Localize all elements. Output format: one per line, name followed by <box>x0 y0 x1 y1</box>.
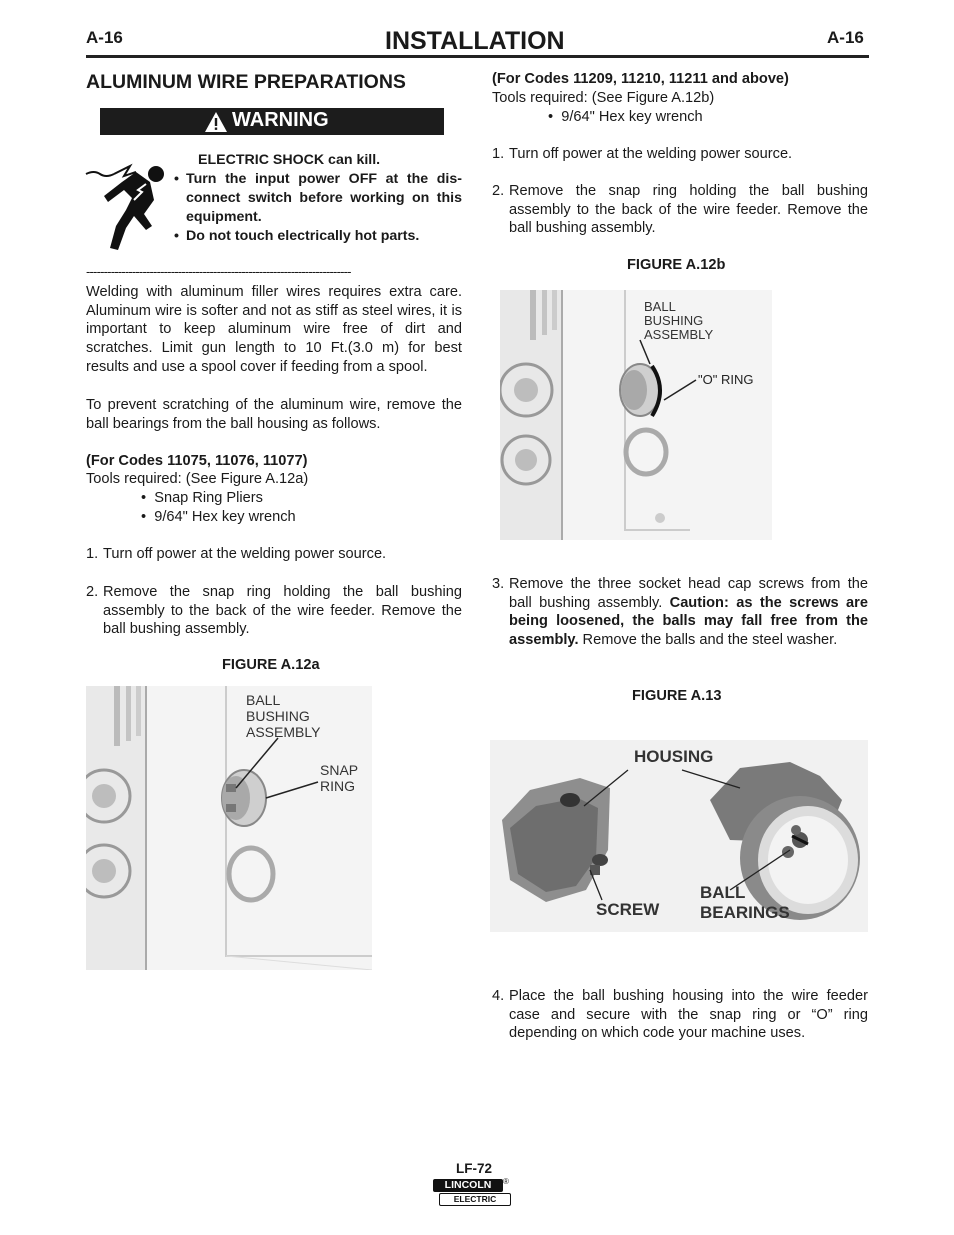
page-number-left: A-16 <box>86 28 123 47</box>
figure-a12a-caption: FIGURE A.12a <box>222 657 320 673</box>
step-number: 1. <box>492 146 505 162</box>
lincoln-electric-logo <box>433 1179 511 1206</box>
fig-label-ring: RING <box>320 778 355 794</box>
step-text: Turn off power at the welding power source. <box>509 146 793 162</box>
warning-bullet-1: • Turn the input power OFF at the dis-connect switch before working on this equipment. <box>174 171 462 225</box>
section-title: ALUMINUM WIRE PREPARATIONS <box>86 71 406 93</box>
step-text: Place the ball bushing housing into the wire feeder case and secure with the snap ring or “O” ring depending on which code your machine uses. <box>509 988 868 1042</box>
step-number: 1. <box>86 546 99 562</box>
step-4 <box>492 987 868 1043</box>
intro-paragraph-2: To prevent scratching of the aluminum wire, remove the ball bearings from the ball housing as follows. <box>86 397 462 432</box>
warning-heading: ELECTRIC SHOCK can kill. <box>198 152 381 168</box>
warning-triangle-icon <box>204 111 228 133</box>
codes-a-step-2 <box>86 583 462 639</box>
codes-b-tools: Tools required: (See Figure A.12b) <box>492 90 715 106</box>
step-text: Remove the snap ring holding the ball bushing assembly to the back of the wire feeder. Remove the ball bushing assembly. <box>103 584 462 638</box>
figure-a12b <box>500 290 772 540</box>
logo-top: LINCOLN <box>433 1179 503 1192</box>
step-text: Turn off power at the welding power source. <box>103 546 387 562</box>
figure-a12b-caption: FIGURE A.12b <box>627 257 726 273</box>
codes-a-heading: (For Codes 11075, 11076, 11077) <box>86 453 308 469</box>
electric-shock-icon <box>84 160 176 252</box>
warning-label: WARNING <box>232 109 329 131</box>
logo-bottom: ELECTRIC <box>439 1193 511 1206</box>
step-text: Remove the snap ring holding the ball bushing assembly to the back of the wire feeder. Remove the ball bushing assembly. <box>509 183 868 237</box>
step-3 <box>492 575 868 650</box>
fig-label-assembly: ASSEMBLY <box>246 724 321 740</box>
codes-b-heading: (For Codes 11209, 11210, 11211 and above) <box>492 71 789 87</box>
codes-a-tool-item: • Snap Ring Pliers <box>141 490 263 506</box>
figure-a12a-photo <box>86 686 372 970</box>
warning-bullet-1-text: Turn the input power OFF at the dis-connect switch before working on this equipment. <box>186 171 462 225</box>
figure-a12a <box>86 686 372 970</box>
step-number: 4. <box>492 988 505 1004</box>
page-number-right: A-16 <box>827 28 864 47</box>
codes-a-step-1 <box>86 545 462 564</box>
figure-a12b-photo <box>500 290 772 540</box>
step-3-text-end: Remove the balls and the steel washer. <box>578 632 838 649</box>
fig-label-ball: BALL <box>644 299 676 314</box>
step-number: 2. <box>86 584 99 600</box>
fig-label-assembly: ASSEMBLY <box>644 327 714 342</box>
warning-bullet-2: • Do not touch electrically hot parts. <box>174 227 462 246</box>
tool-item-label: 9/64" Hex key wrench <box>154 509 296 525</box>
codes-b-step-1 <box>492 145 868 164</box>
fig-label-housing: HOUSING <box>634 747 714 766</box>
codes-a-tools: Tools required: (See Figure A.12a) <box>86 471 309 487</box>
figure-a13-caption: FIGURE A.13 <box>632 688 722 704</box>
fig-label-bearings: BEARINGS <box>700 903 790 922</box>
codes-b-step-2 <box>492 182 868 238</box>
fig-label-o-ring: "O" RING <box>698 372 754 387</box>
step-3-text: Remove the three socket head cap screws from the ball bushing assembly. <box>509 576 868 611</box>
figure-a13 <box>490 740 868 932</box>
step-number: 2. <box>492 183 505 199</box>
logo-registered: ® <box>503 1177 509 1186</box>
figure-a13-photo <box>490 740 868 932</box>
warning-bullet-2-text: Do not touch electrically hot parts. <box>186 228 420 244</box>
codes-a-tool-item: • 9/64" Hex key wrench <box>141 509 296 525</box>
fig-label-snap: SNAP <box>320 762 359 778</box>
warning-bar <box>100 108 444 135</box>
codes-b-tool-item: • 9/64" Hex key wrench <box>548 109 703 125</box>
step-3-caution: Caution: as the screws are being loosened, the balls may fall free from the assembly. <box>509 594 868 649</box>
tool-item-label: Snap Ring Pliers <box>154 490 263 506</box>
step-text <box>492 575 868 650</box>
fig-label-ball: BALL <box>700 883 746 902</box>
fig-label-bushing: BUSHING <box>644 313 704 328</box>
fig-label-ball: BALL <box>246 692 281 708</box>
tool-item-label: 9/64" Hex key wrench <box>561 109 703 125</box>
fig-label-screw: SCREW <box>596 900 660 919</box>
fig-label-bushing: BUSHING <box>246 708 310 724</box>
separator-line: --------------------------------------------------------------------------- <box>86 264 351 279</box>
footer-model: LF-72 <box>456 1161 493 1176</box>
step-number: 3. <box>492 576 505 592</box>
header-rule <box>86 55 869 58</box>
page-title: INSTALLATION <box>385 27 565 55</box>
intro-paragraph-1: Welding with aluminum filler wires requires extra care. Aluminum wire is softer and not as stiff as steel wires, it is important to keep aluminum wire free of dirt and scratches. Limit gun length to 10 Ft.(3.0 m) for best results and use a spool cover if feeding from a spool. <box>86 284 462 375</box>
